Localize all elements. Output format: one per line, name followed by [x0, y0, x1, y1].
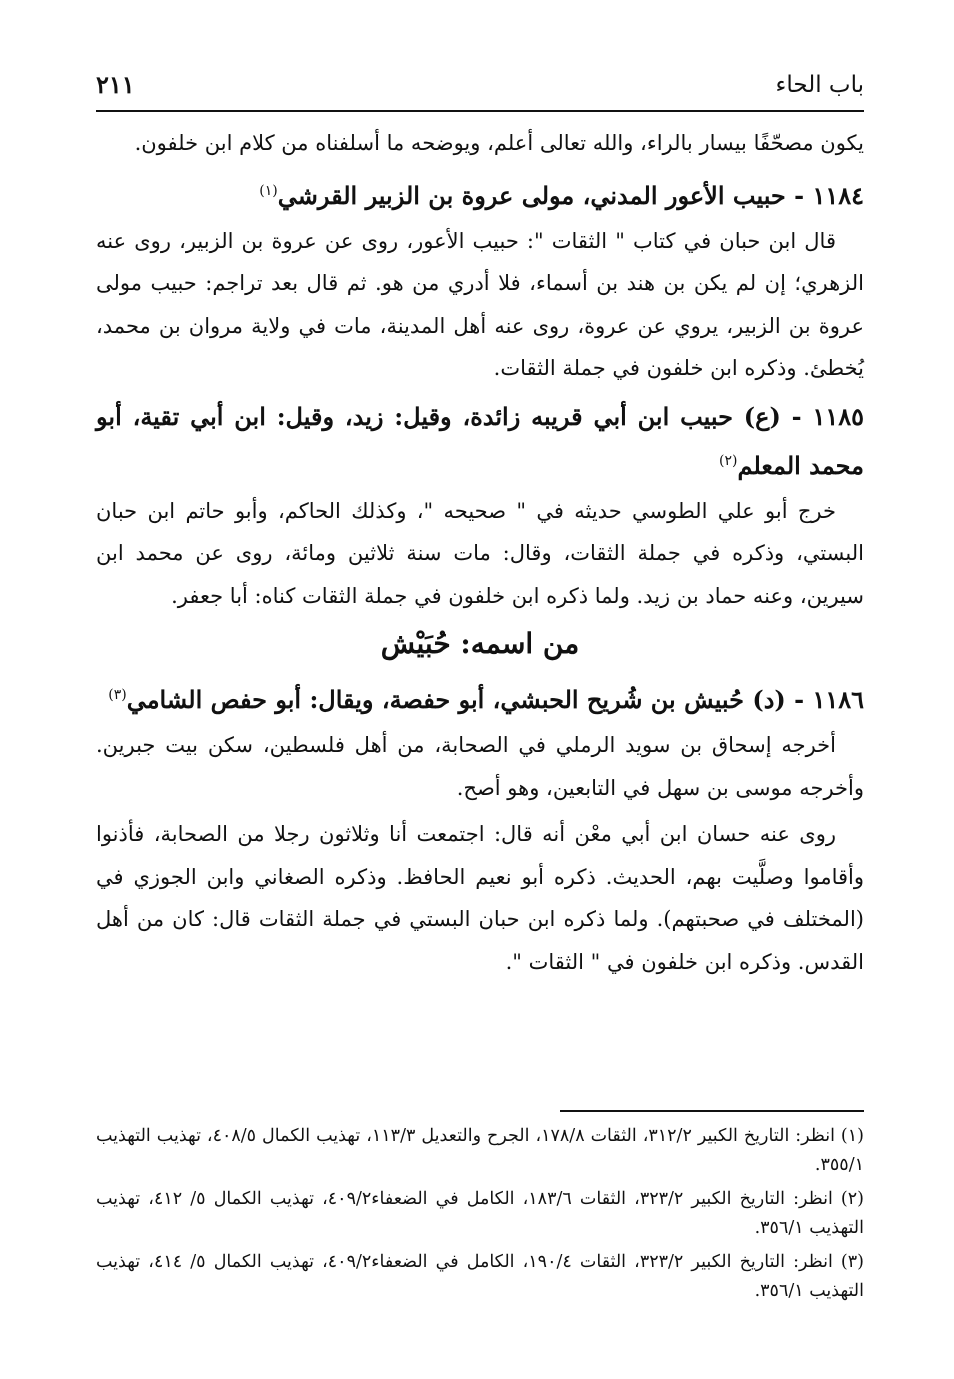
- footnote-ref: (٢): [719, 452, 738, 469]
- page-header: [96, 66, 864, 112]
- page-number: ٢١١: [96, 70, 135, 99]
- footnotes: [96, 1122, 864, 1311]
- footnote-2: (٢) انظر: التاريخ الكبير ٣٢٣/٢، الثقات ١٨٣/٦، الكامل في الضعفاء٤٠٩/٢، تهذيب الكمال ٥/ ٤١٢، تهذيب التهذيب ٣٥٦/١.: [96, 1189, 864, 1238]
- paragraph-continuation: يكون مصحّفًا بيسار بالراء، والله تعالى أعلم، ويوضحه ما أسلفناه من كلام ابن خلفون.: [134, 131, 864, 155]
- paragraph-1184: قال ابن حبان في كتاب " الثقات ": حبيب الأعور، روى عن عروة بن الزبير، روى عنه الزهري؛ إن لم يكن بن هند بن أسماء، فلا أدري من هو. ثم قال بعد تراجم: حبيب مولى عروة بن الزبير، يروي عن عروة، روى عنه أهل المدينة، مات في ولاية مروان بن محمد، يُخطئ. وذكره ابن خلفون في جملة الثقات.: [96, 228, 864, 380]
- footnote-ref: (٣): [108, 687, 127, 703]
- paragraph-1186b: روى عنه حسان ابن أبي معْن أنه قال: اجتمعت أنا وثلاثون رجلا من الصحابة، فأذنوا وأقاموا وصلَّيت بهم، الحديث. ذكره أبو نعيم الحافظ. وذكره الصغاني وابن الجوزي في (المختلف في صحبتهم). ولما ذكره ابن حبان البستي في جملة الثقات قال: كان من أهل القدس. وذكره ابن خلفون في " الثقات ".: [96, 822, 864, 974]
- footnote-1: (١) انظر: التاريخ الكبير ٣١٢/٢، الثقات ١٧٨/٨، الجرح والتعديل ١١٣/٣، تهذيب الكمال ٤٠٨/٥، تهذيب التهذيب ٣٥٥/١.: [96, 1126, 864, 1175]
- entry-heading-1185: [96, 394, 864, 488]
- footnote-ref: (١): [259, 182, 278, 199]
- entry-heading-1186: [96, 673, 864, 722]
- section-heading: من اسمه: حُبَيْش: [380, 627, 580, 660]
- entry-title: ١١٨٤ - حبيب الأعور المدني، مولى عروة بن الزبير القرشي: [277, 180, 864, 210]
- entry-title: ١١٨٥ - (ع) حبيب ابن أبي قريبه زائدة، وقيل: زيد، وقيل: ابن أبي تقية، أبو محمد المعلم: [96, 401, 864, 480]
- chapter-title: باب الحاء: [775, 72, 864, 98]
- paragraph-1185: خرج أبو علي الطوسي حديثه في " صحيحه "، وكذلك الحاكم، وأبو حاتم ابن حبان البستي، وذكره في جملة الثقات، وقال: مات سنة ثلاثين ومائة، روى عن محمد ابن سيرين، وعنه حماد بن زيد. ولما ذكره ابن خلفون في جملة الثقات كناه: أبا جعفر.: [96, 498, 864, 608]
- entry-heading-1184: [96, 169, 864, 218]
- footnote-divider: [560, 1110, 864, 1112]
- paragraph-1186a: أخرجه إسحاق بن سويد الرملي في الصحابة، من أهل فلسطين، سكن بيت جبرين. وأخرجه موسى بن سهل في التابعين، وهو أصح.: [96, 733, 864, 800]
- entry-title: ١١٨٦ - (د) حُبيش بن شُريح الحبشي، أبو حفصة، ويقال: أبو حفص الشامي: [126, 685, 864, 714]
- footnote-3: (٣) انظر: التاريخ الكبير ٣٢٣/٢، الثقات ١٩٠/٤، الكامل في الضعفاء٤٠٩/٢، تهذيب الكمال ٥/ ٤١٤، تهذيب التهذيب ٣٥٦/١.: [96, 1252, 864, 1301]
- main-text: [96, 122, 864, 983]
